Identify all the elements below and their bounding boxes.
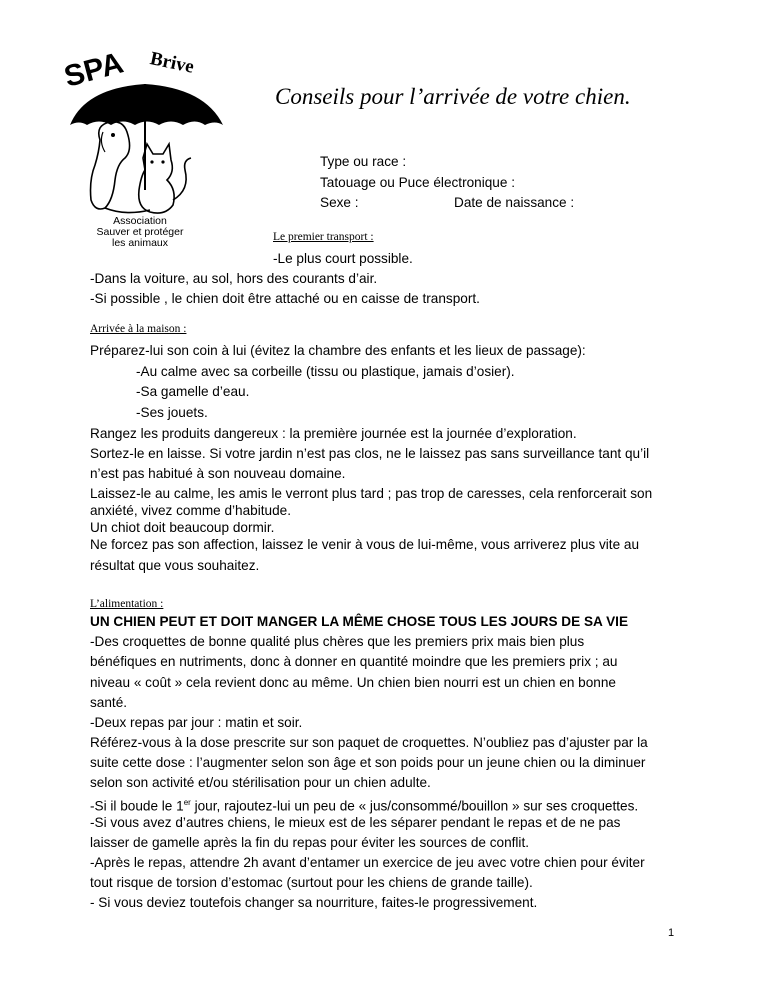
logo-tagline-line: Sauver et protéger <box>96 226 184 238</box>
text-line: anxiété, vivez comme d’habitude. <box>90 503 291 518</box>
section-heading-alimentation: L’alimentation : <box>90 598 164 610</box>
section-heading-transport: Le premier transport : <box>273 231 374 243</box>
text-line: résultat que vous souhaitez. <box>90 558 260 573</box>
text-line: -Dans la voiture, au sol, hors des courants d’air. <box>90 271 378 286</box>
text-line: -Deux repas par jour : matin et soir. <box>90 715 303 730</box>
list-item: -Ses jouets. <box>136 405 208 420</box>
text-line: Laissez-le au calme, les amis le verront plus tard ; pas trop de caresses, cela renforcerait son <box>90 486 653 501</box>
superscript: er <box>183 798 191 807</box>
section-heading-arrivee: Arrivée à la maison : <box>90 323 187 335</box>
text-line: laisser de gamelle après la fin du repas pour éviter les sources de conflit. <box>90 835 530 850</box>
logo-brand: SPA <box>60 46 127 94</box>
page-number: 1 <box>668 927 675 939</box>
text-line: Un chiot doit beaucoup dormir. <box>90 520 275 535</box>
text-line: selon son activité et/ou stérilisation pour un chien adulte. <box>90 775 431 790</box>
text-line: tout risque de torsion d’estomac (surtout pour les chiens de grande taille). <box>90 875 533 890</box>
text-line: -Le plus court possible. <box>273 251 413 266</box>
list-item: -Au calme avec sa corbeille (tissu ou plastique, jamais d’osier). <box>136 364 515 379</box>
text-line: Ne forcez pas son affection, laissez le venir à vous de lui-même, vous arriverez plus vite au <box>90 537 640 552</box>
field-type-race: Type ou race : <box>320 154 407 169</box>
text-line: Référez-vous à la dose prescrite sur son paquet de croquettes. N’oubliez pas d’ajuster par la <box>90 735 648 750</box>
spa-logo <box>55 40 230 249</box>
logo-tagline-line: Association <box>113 215 167 227</box>
text-line: Rangez les produits dangereux : la première journée est la journée d’exploration. <box>90 426 577 441</box>
text-line: suite cette dose : l’augmenter selon son âge et son poids pour un jeune chien ou la diminuer <box>90 755 646 770</box>
page-title: Conseils pour l’arrivée de votre chien. <box>275 84 631 109</box>
logo-city: Brive <box>148 48 196 78</box>
text-fragment: -Si il boude le 1 <box>90 798 184 814</box>
text-line: santé. <box>90 695 128 710</box>
text-line: - Si vous deviez toutefois changer sa nourriture, faites-le progressivement. <box>90 895 538 910</box>
field-date-naissance: Date de naissance : <box>454 195 575 210</box>
text-line: -Des croquettes de bonne qualité plus chères que les premiers prix mais bien plus <box>90 634 585 649</box>
text-line: bénéfiques en nutriments, donc à donner en quantité moindre que les premiers prix ; au <box>90 654 618 669</box>
text-fragment: jour, rajoutez-lui un peu de « jus/consommé/bouillon » sur ses croquettes. <box>190 798 639 814</box>
text-line: n’est pas habitué à son nouveau domaine. <box>90 466 346 481</box>
text-line: -Après le repas, attendre 2h avant d’entamer un exercice de jeu avec votre chien pour éviter <box>90 855 645 870</box>
text-line: -Si vous avez d’autres chiens, le mieux est de les séparer pendant le repas et de ne pas <box>90 815 621 830</box>
list-item: -Sa gamelle d’eau. <box>136 384 250 399</box>
umbrella-dog-cat-illustration <box>55 40 230 220</box>
field-sexe: Sexe : <box>320 195 359 210</box>
logo-tagline-line: les animaux <box>111 237 169 249</box>
alimentation-subheading: UN CHIEN PEUT ET DOIT MANGER LA MÊME CHOSE TOUS LES JOURS DE SA VIE <box>90 614 629 629</box>
field-tatouage: Tatouage ou Puce électronique : <box>320 175 515 190</box>
text-line: Sortez-le en laisse. Si votre jardin n’est pas clos, ne le laissez pas sans surveillance tant qu’il <box>90 446 650 461</box>
text-line: Préparez-lui son coin à lui (évitez la chambre des enfants et les lieux de passage): <box>90 343 586 358</box>
logo-tagline <box>75 216 205 249</box>
text-line: -Si possible , le chien doit être attaché ou en caisse de transport. <box>90 291 480 306</box>
text-line: niveau « coût » cela revient donc au même. Un chien bien nourri est un chien en bonne <box>90 675 616 690</box>
